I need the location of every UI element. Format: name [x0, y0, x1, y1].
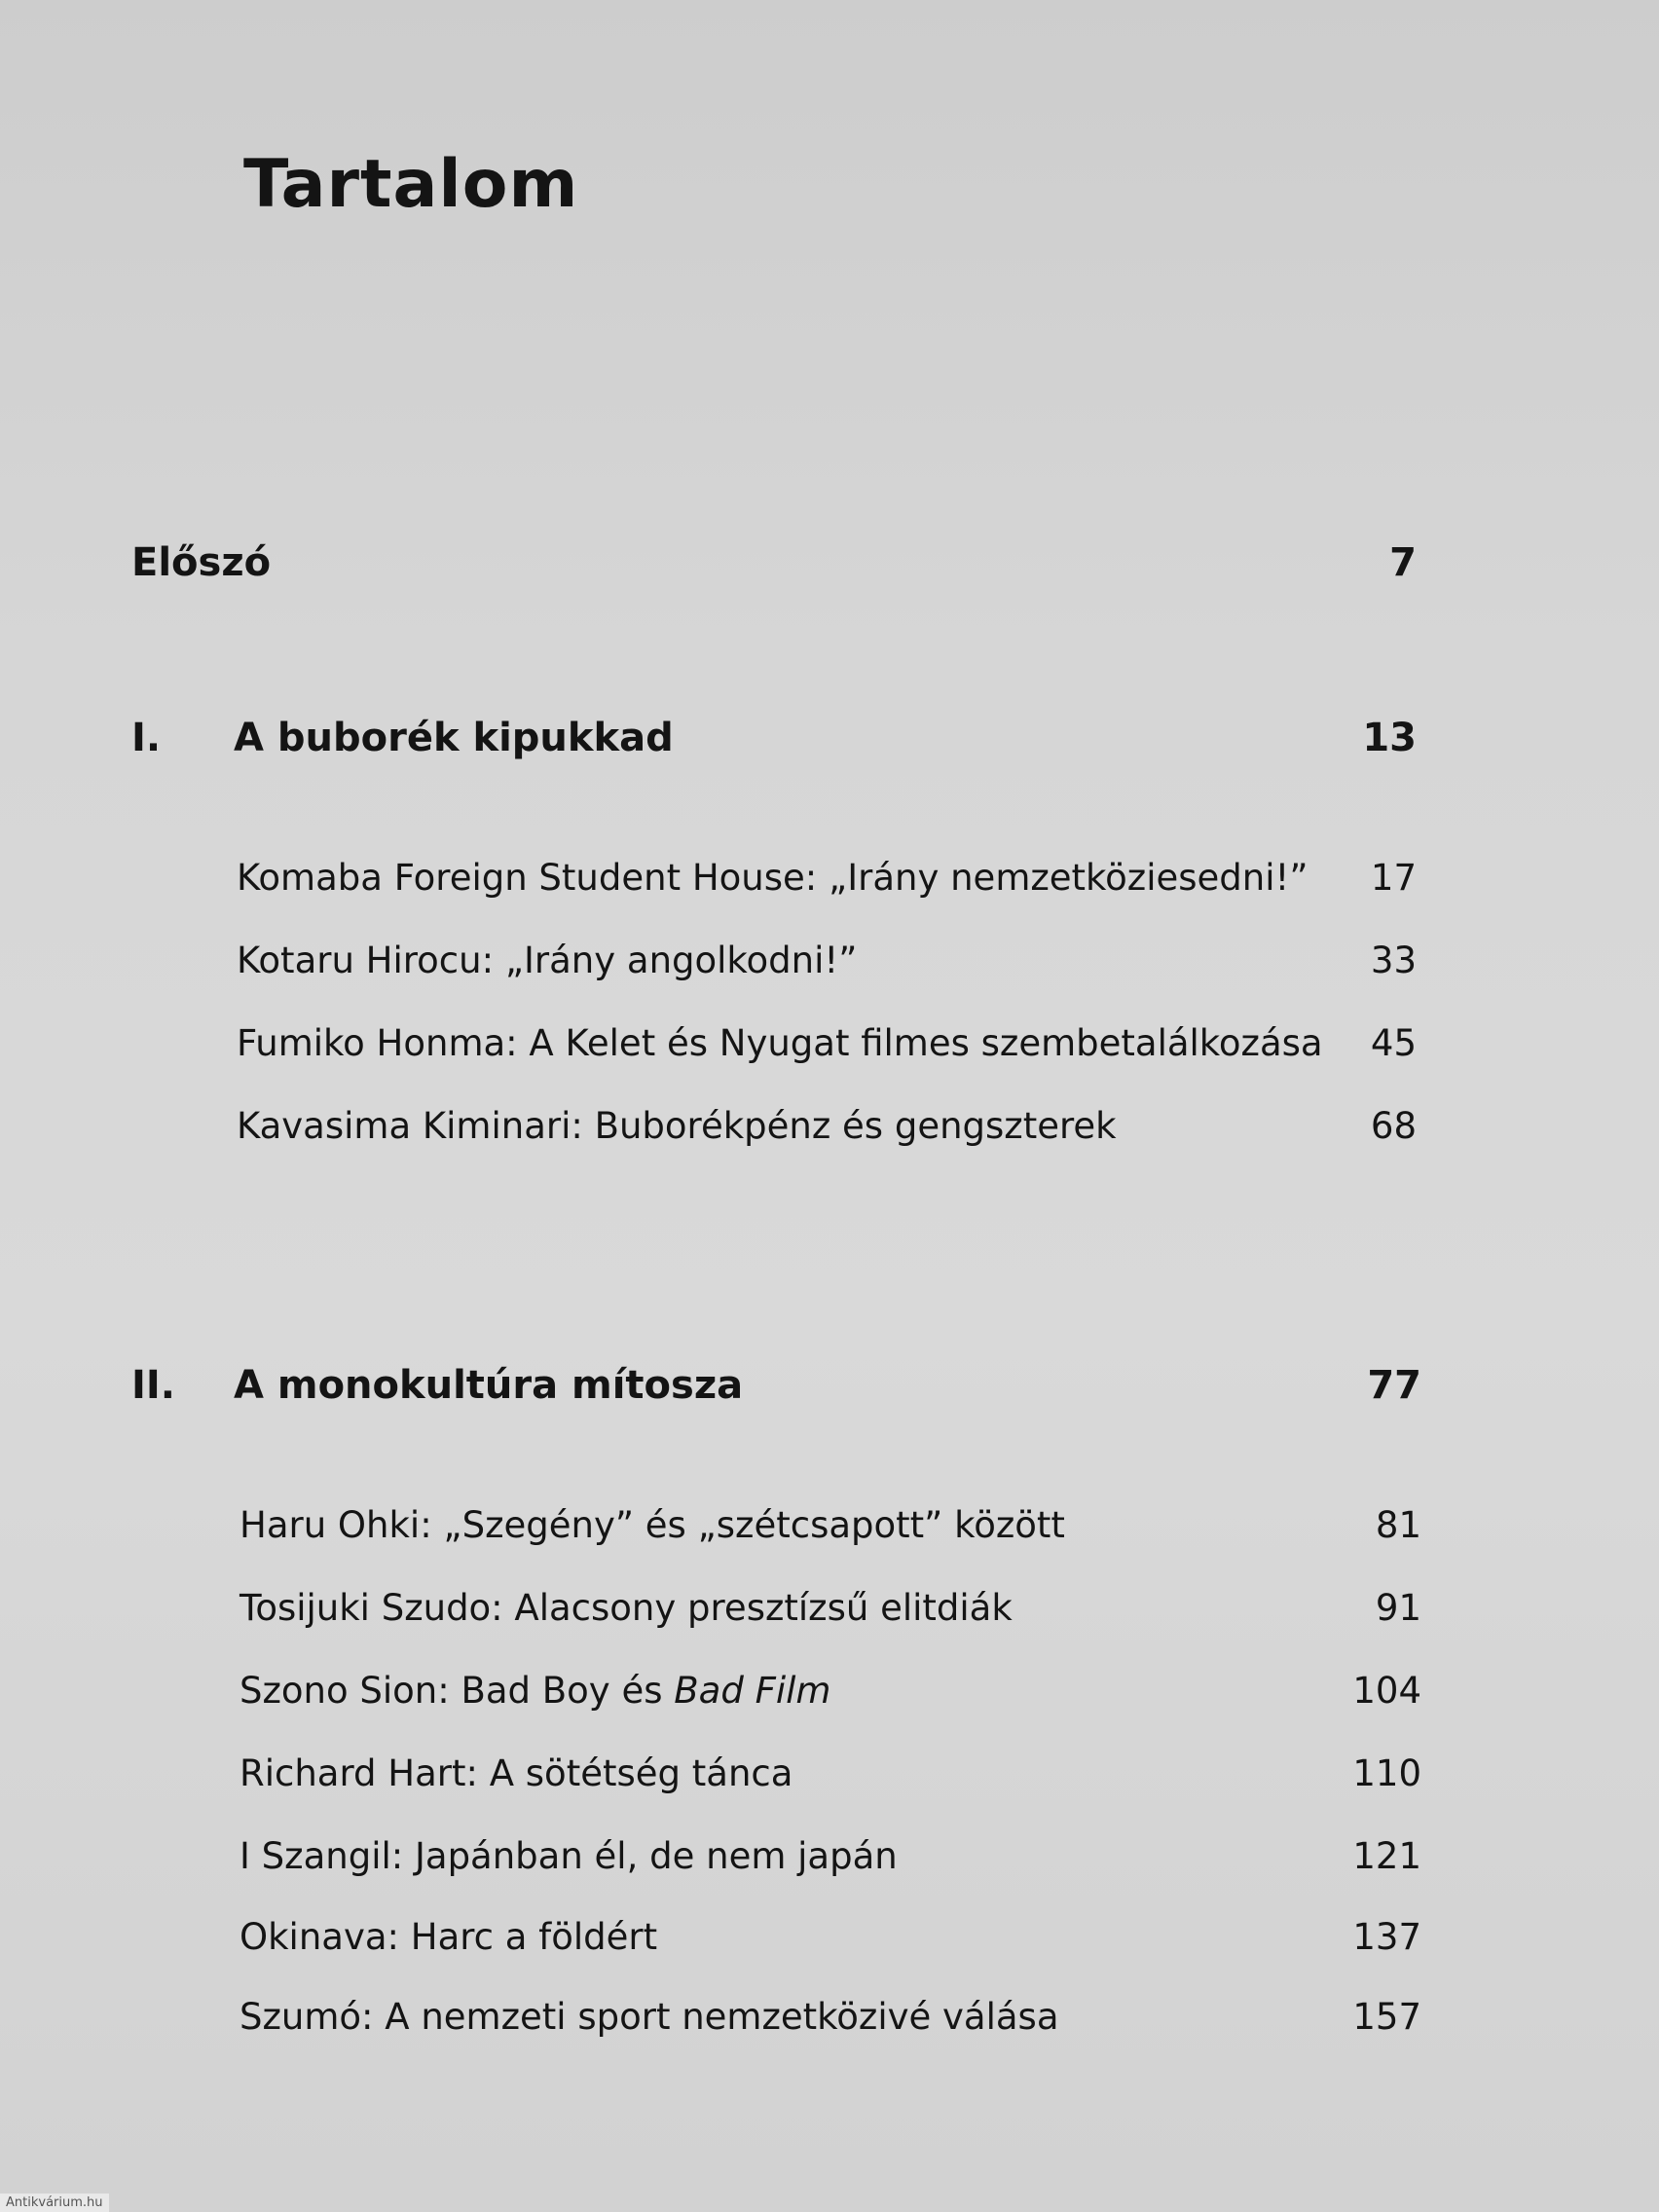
entry-page: 81 [1375, 1504, 1421, 1546]
toc-entry [237, 1022, 1417, 1064]
toc-entry [237, 940, 1417, 981]
foreword-page: 7 [1389, 540, 1417, 585]
entry-text: Richard Hart: A sötétség tánca [240, 1752, 793, 1794]
entry-page: 45 [1370, 1022, 1417, 1064]
toc-entry [240, 1587, 1421, 1629]
section-2-page: 77 [1367, 1363, 1421, 1408]
entry-text: Kotaru Hirocu: „Irány angolkodni!” [237, 940, 858, 981]
entry-page: 91 [1375, 1587, 1421, 1629]
entry-page: 104 [1352, 1670, 1421, 1712]
entry-page: 121 [1352, 1835, 1421, 1877]
watermark: Antikvárium.hu [0, 2194, 109, 2212]
toc-section-1 [131, 716, 1417, 760]
entry-page: 110 [1352, 1752, 1421, 1794]
toc-entry [240, 1996, 1421, 2038]
entry-page: 17 [1370, 857, 1417, 899]
toc-entry [240, 1752, 1421, 1794]
section-1-page: 13 [1362, 716, 1417, 760]
toc-entry [240, 1835, 1421, 1877]
bleed-through-text [370, 92, 380, 127]
entry-text: Haru Ohki: „Szegény” és „szétcsapott” között [240, 1504, 1065, 1546]
entry-text: Tosijuki Szudo: Alacsony presztízsű elitdiák [240, 1587, 1013, 1629]
foreword-label: Előszó [131, 540, 272, 585]
entry-text-prefix: Szono Sion: Bad Boy és [240, 1670, 675, 1712]
entry-text: Kavasima Kiminari: Buborékpénz és gengszterek [237, 1105, 1117, 1147]
page-title: Tartalom [243, 146, 579, 223]
toc-entry [237, 1105, 1417, 1147]
toc-entry [240, 1504, 1421, 1546]
section-2-numeral: II. [131, 1363, 175, 1408]
entry-page: 68 [1370, 1105, 1417, 1147]
entry-text: Fumiko Honma: A Kelet és Nyugat filmes szembetalálkozása [237, 1022, 1323, 1064]
toc-entry [240, 1670, 1421, 1712]
section-2-title: A monokultúra mítosza [234, 1363, 744, 1408]
toc-foreword [131, 540, 1417, 585]
toc-section-2 [131, 1363, 1421, 1408]
entry-text: I Szangil: Japánban él, de nem japán [240, 1835, 898, 1877]
section-1-title: A buborék kipukkad [234, 716, 674, 760]
section-1-numeral: I. [131, 716, 162, 760]
entry-text-italic: Bad Film [674, 1670, 831, 1712]
entry-text: Okinava: Harc a földért [240, 1916, 658, 1958]
entry-text: Komaba Foreign Student House: „Irány nemzetköziesedni!” [237, 857, 1309, 899]
toc-entry [237, 857, 1417, 899]
entry-page: 137 [1352, 1916, 1421, 1958]
toc-entry [240, 1916, 1421, 1958]
entry-page: 33 [1370, 940, 1417, 981]
entry-page: 157 [1352, 1996, 1421, 2038]
entry-text: Szumó: A nemzeti sport nemzetközivé válása [240, 1996, 1059, 2038]
